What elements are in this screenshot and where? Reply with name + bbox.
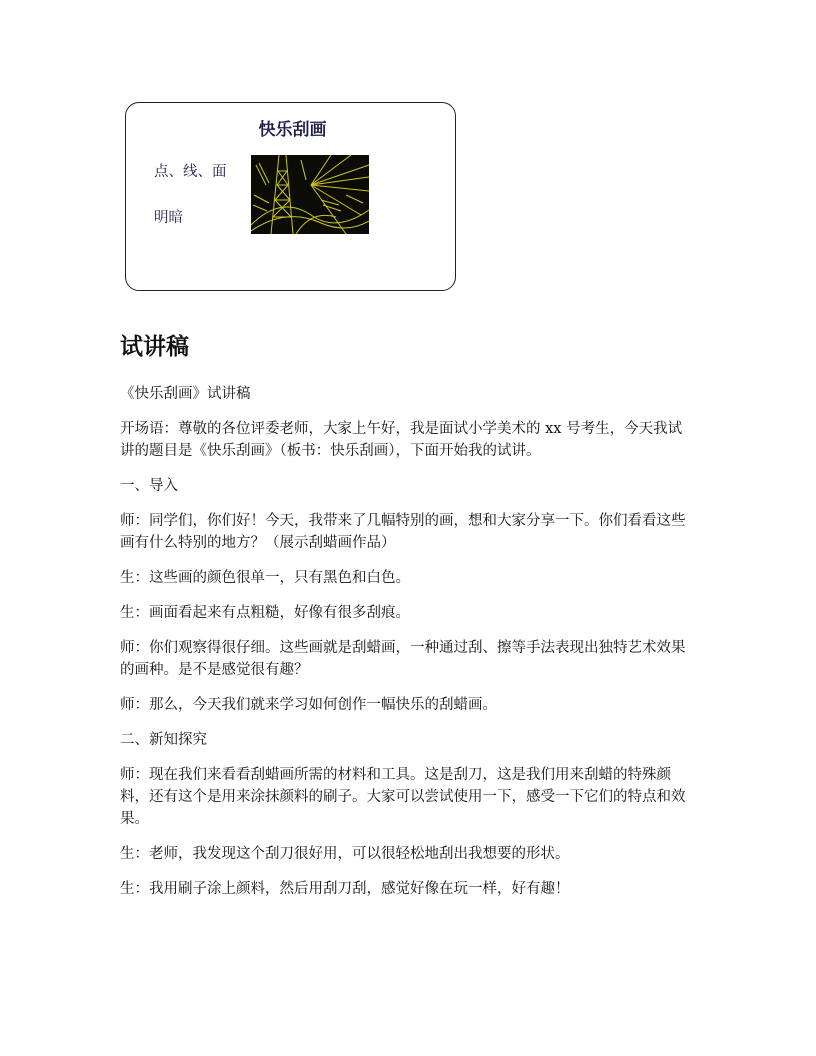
paragraph-student: 生：画面看起来有点粗糙，好像有很多刮痕。 (120, 605, 410, 621)
blackboard-outline (125, 102, 456, 291)
paragraph-student: 生：这些画的颜色很单一，只有黑色和白色。 (120, 570, 410, 586)
paragraph-student: 生：我用刷子涂上颜料，然后用刮刀刮，感觉好像在玩一样，好有趣！ (120, 881, 570, 897)
section-heading-intro: 一、导入 (120, 478, 178, 494)
paragraph-teacher: 师：你们观察得很仔细。这些画就是刮蜡画，一种通过刮、擦等手法表现出独特艺术效果的画种。是不是感觉很有趣？ (120, 640, 686, 678)
paragraph-teacher: 师：同学们，你们好！今天，我带来了几幅特别的画，想和大家分享一下。你们看看这些画有什么特别的地方？（展示刮蜡画作品） (120, 513, 686, 551)
paragraph-title: 《快乐刮画》试讲稿 (120, 386, 251, 402)
board-item-point-line-plane: 点、线、面 (154, 164, 227, 180)
scratch-art-image (251, 155, 369, 234)
section-heading-explore: 二、新知探究 (120, 732, 207, 748)
board-title: 快乐刮画 (258, 120, 327, 140)
paragraph-teacher: 师：现在我们来看看刮蜡画所需的材料和工具。这是刮刀，这是我们用来刮蜡的特殊颜料，还有这个是用来涂抹颜料的刷子。大家可以尝试使用一下，感受一下它们的特点和效果。 (120, 767, 686, 827)
lecture-script (120, 383, 695, 913)
paragraph-opening: 开场语：尊敬的各位评委老师，大家上午好，我是面试小学美术的 xx 号考生，今天我试讲的题目是《快乐刮画》（板书：快乐刮画），下面开始我的试讲。 (120, 421, 683, 459)
paragraph-student: 生：老师，我发现这个刮刀很好用，可以很轻松地刮出我想要的形状。 (120, 846, 570, 862)
paragraph-teacher: 师：那么，今天我们就来学习如何创作一幅快乐的刮蜡画。 (120, 697, 497, 713)
board-item-light-shade: 明暗 (154, 210, 183, 226)
page-heading: 试讲稿 (120, 334, 189, 360)
